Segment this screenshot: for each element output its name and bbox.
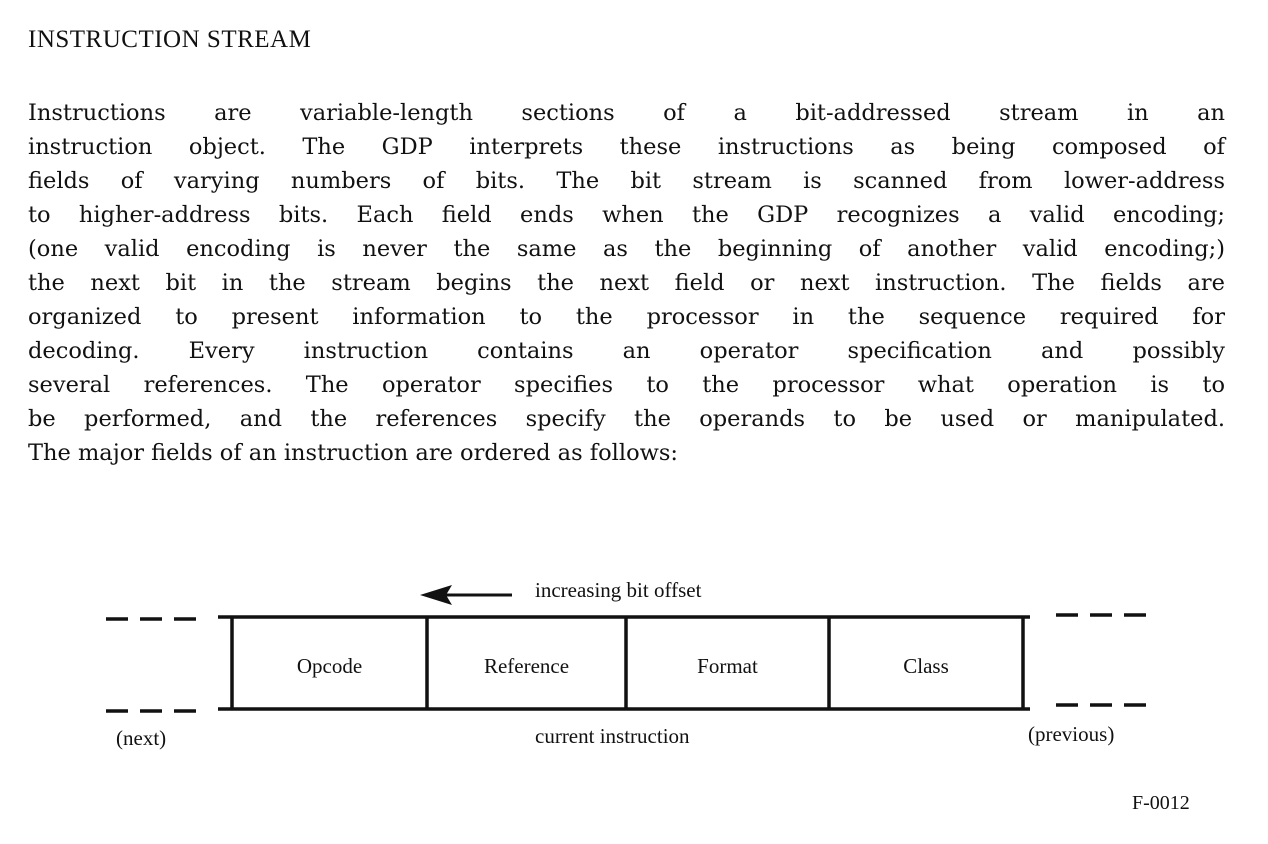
figure-id: F-0012 [1132, 792, 1190, 814]
paragraph-line: several references. The operator specifies to the processor what operation is to [28, 372, 1225, 398]
field-reference: Reference [483, 654, 570, 678]
section-heading: INSTRUCTION STREAM [28, 26, 312, 53]
instruction-format-diagram [0, 560, 1268, 760]
direction-label: increasing bit offset [535, 578, 702, 602]
field-opcode: Opcode [296, 654, 363, 678]
paragraph-line: to higher-address bits. Each field ends when the GDP recognizes a valid encoding; [28, 202, 1225, 228]
left-arrow-icon [420, 585, 512, 605]
current-instruction-label: current instruction [535, 724, 690, 748]
body-paragraph [28, 96, 1225, 470]
paragraph-line: instruction object. The GDP interprets these instructions as being composed of [28, 134, 1225, 160]
paragraph-line: Instructions are variable-length sections of a bit-addressed stream in an [28, 100, 1225, 126]
paragraph-line: (one valid encoding is never the same as the beginning of another valid encoding;) [28, 236, 1225, 262]
field-format: Format [697, 654, 758, 678]
paragraph-line: be performed, and the references specify the operands to be used or manipulated. [28, 406, 1225, 432]
paragraph-line: fields of varying numbers of bits. The bit stream is scanned from lower-address [28, 168, 1225, 194]
paragraph-line: decoding. Every instruction contains an operator specification and possibly [28, 338, 1225, 364]
field-class: Class [903, 654, 949, 678]
next-label: (next) [116, 726, 167, 750]
paragraph-line: The major fields of an instruction are ordered as follows: [28, 440, 678, 466]
previous-label: (previous) [1028, 722, 1115, 746]
paragraph-line: the next bit in the stream begins the next field or next instruction. The fields are [28, 270, 1225, 296]
paragraph-line: organized to present information to the processor in the sequence required for [28, 304, 1225, 330]
